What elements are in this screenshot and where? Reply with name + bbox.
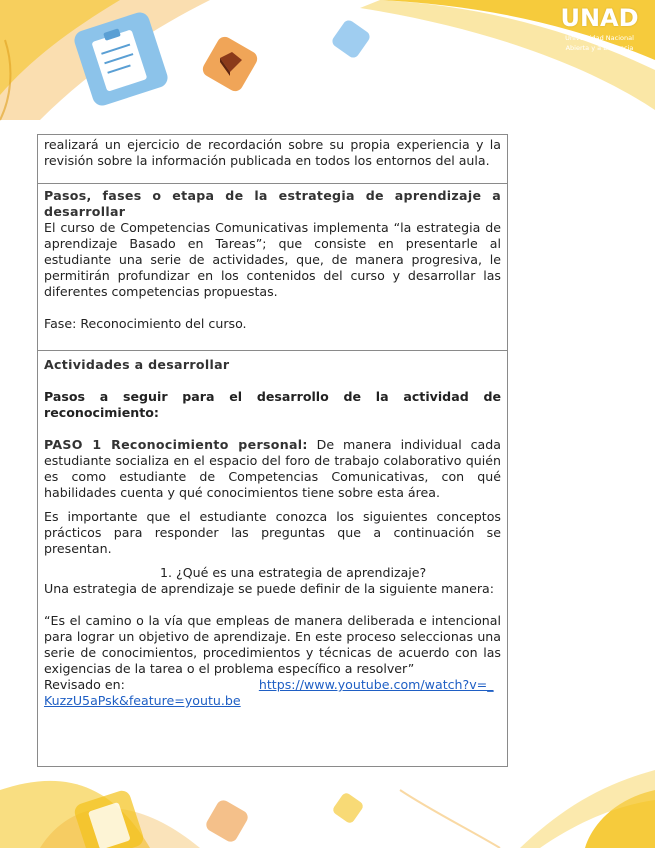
book-icon xyxy=(200,34,260,94)
section-steps xyxy=(38,184,507,351)
video-link[interactable]: https://www.youtube.com/watch?v=_KuzzU5aPsk&feature=youtu.be xyxy=(44,677,494,708)
logo-title: UNAD xyxy=(560,4,639,32)
step-1-paragraph xyxy=(44,437,501,501)
reviewed-line xyxy=(44,677,501,709)
content-table xyxy=(37,134,508,767)
definition-intro: Una estrategia de aprendizaje se puede definir de la siguiente manera: xyxy=(44,581,495,596)
bottom-decor-tile xyxy=(331,791,364,824)
steps-body: El curso de Competencias Comunicativas implementa “la estrategia de aprendizaje Basado en Tareas”; que consiste en presentarle al estudiante una serie de actividades, que, de manera progresiva, le permitirán profundizar en los contenidos del curso y desarrollar las diferentes competencias propuestas. xyxy=(44,220,501,299)
step-1-label: PASO 1 Reconocimiento personal: xyxy=(44,437,308,452)
steps-heading: Pasos, fases o etapa de la estrategia de aprendizaje a desarrollar xyxy=(44,188,501,219)
unad-logo xyxy=(552,4,647,52)
decor-tile xyxy=(330,18,372,60)
question-list-item: 1. ¿Qué es una estrategia de aprendizaje? xyxy=(160,565,427,580)
intro-text: realizará un ejercicio de recordación sobre su propia experiencia y la revisión sobre la información publicada en todos los entornos del aula. xyxy=(44,137,501,168)
logo-subtitle-1: Universidad Nacional xyxy=(565,34,634,42)
bottom-book-icon xyxy=(204,798,250,844)
step-1-text: De manera individual cada estudiante socializa en el espacio del foro de trabajo colaborativo quién es como estudiante de Competencias Comunicativas, con qué habilidades cuenta y qué conocimientos tiene sobre esta área. xyxy=(44,437,501,500)
reviewed-label: Revisado en: xyxy=(44,677,129,692)
phase-text: Fase: Reconocimiento del curso. xyxy=(44,316,247,331)
definition-quote: “Es el camino o la vía que empleas de manera deliberada e intencional para lograr un objetivo de aprendizaje. En este proceso seleccionas una serie de conocimientos, procedimientos y técnicas de acuerdo con las exigencias de la tarea o el problema específico a resolver” xyxy=(44,613,501,676)
activities-subheading: Pasos a seguir para el desarrollo de la actividad de reconocimiento: xyxy=(44,389,501,420)
important-text: Es importante que el estudiante conozca los siguientes conceptos prácticos para responder las preguntas que a continuación se presentan. xyxy=(44,509,501,556)
activities-heading: Actividades a desarrollar xyxy=(44,357,230,372)
logo-subtitle-2: Abierta y a Distancia xyxy=(565,44,634,52)
section-activities xyxy=(38,351,507,766)
section-intro xyxy=(38,135,507,184)
